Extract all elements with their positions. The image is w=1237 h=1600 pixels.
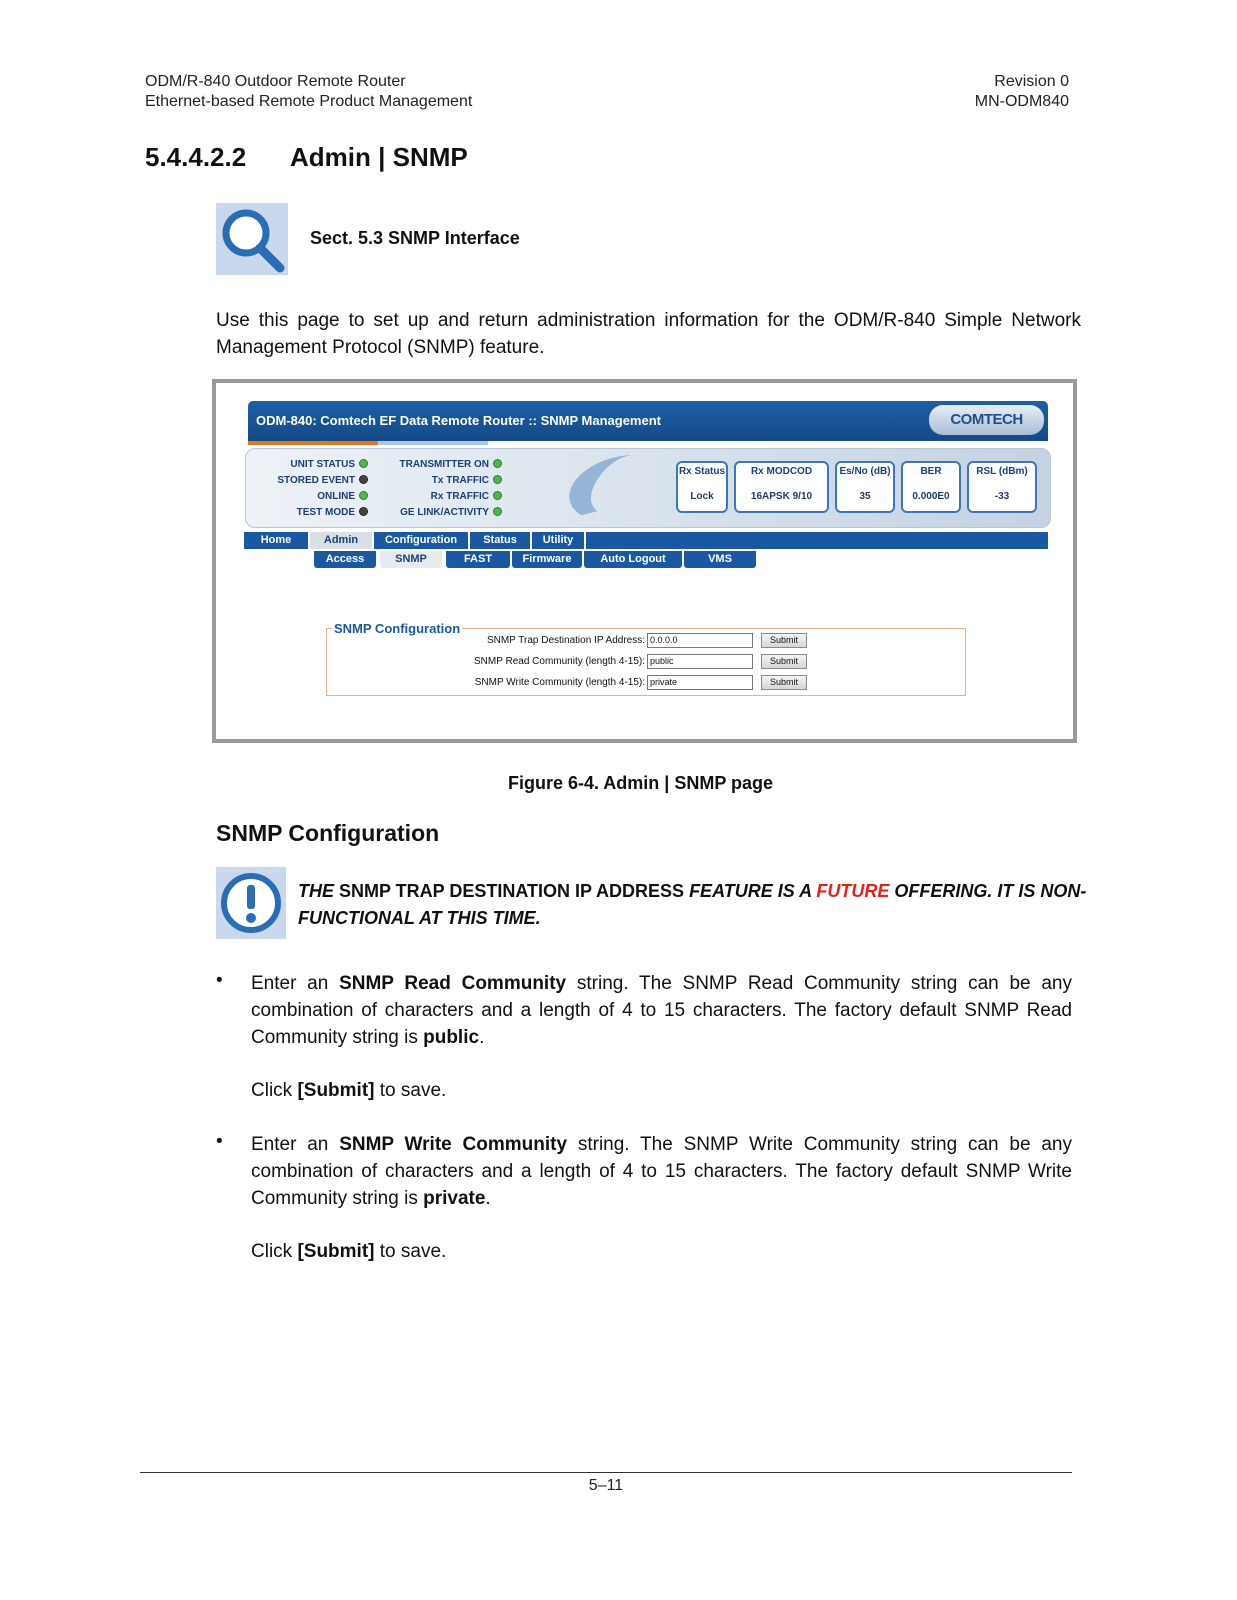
bullet-glyph: •	[216, 970, 223, 991]
section-heading	[145, 142, 468, 173]
subtab-vms[interactable]: VMS	[684, 551, 756, 568]
readout-esno: Es/No (dB) 35	[835, 461, 895, 513]
section-title: Admin | SNMP	[290, 142, 468, 172]
figure-screenshot	[212, 379, 1077, 743]
web-title: ODM-840: Comtech EF Data Remote Router :: SNMP Management	[256, 413, 661, 428]
intro-paragraph: Use this page to set up and return administration information for the ODM/R-840 Simple Network Management Protocol (SNMP) feature.	[216, 310, 1081, 358]
running-header-right	[975, 72, 1069, 112]
header-subject: Ethernet-based Remote Product Management	[145, 93, 473, 110]
comtech-logo: COMTECH	[929, 405, 1044, 435]
trap-submit-button[interactable]: Submit	[761, 633, 807, 648]
tab-admin[interactable]: Admin	[310, 532, 372, 549]
led-tx-traffic: Tx TRAFFIC	[376, 473, 502, 489]
led-online: ONLINE	[256, 489, 368, 505]
page-number: 5–11	[588, 1477, 624, 1494]
important-icon	[216, 867, 286, 939]
led-ge-link: GE LINK/ACTIVITY	[376, 505, 502, 521]
readout-rx-modcod: Rx MODCOD 16APSK 9/10	[734, 461, 829, 513]
header-revision: Revision 0	[994, 73, 1069, 90]
footer-rule	[140, 1472, 1072, 1473]
tab-utility[interactable]: Utility	[542, 534, 574, 546]
running-header-left	[145, 72, 472, 112]
bullet-write-community: Enter an SNMP Write Community string. The SNMP Write Community string can be any combination of characters and a length of 4 to 15 characters. The factory default SNMP Write Community string is private.	[251, 1134, 1072, 1209]
bullet-read-community: Enter an SNMP Read Community string. The SNMP Read Community string can be any combination of characters and a length of 4 to 15 characters. The factory default SNMP Read Community string is public.	[251, 973, 1072, 1048]
readout-ber: BER 0.000E0	[901, 461, 961, 513]
write-submit-button[interactable]: Submit	[761, 675, 807, 690]
subtab-access[interactable]: Access	[314, 551, 376, 568]
right-leds	[376, 457, 502, 521]
led-stored-event: STORED EVENT	[256, 473, 368, 489]
write-label: SNMP Write Community (length 4-15):	[474, 677, 645, 688]
readout-rx-status: Rx Status Lock	[676, 461, 728, 513]
read-community-input[interactable]: public	[647, 654, 753, 669]
subtab-snmp[interactable]: SNMP	[380, 551, 442, 568]
write-community-input[interactable]: private	[647, 675, 753, 690]
read-label: SNMP Read Community (length 4-15):	[474, 656, 645, 667]
bullet-glyph: •	[216, 1131, 223, 1152]
note-text: THE SNMP TRAP DESTINATION IP ADDRESS FEATURE IS A FUTURE OFFERING. IT IS NON-FUNCTIONAL AT THIS TIME.	[298, 881, 1087, 928]
magnifier-icon	[216, 203, 288, 275]
subtab-fast[interactable]: FAST	[446, 551, 510, 568]
led-unit-status: UNIT STATUS	[256, 457, 368, 473]
header-product: ODM/R-840 Outdoor Remote Router	[145, 73, 406, 90]
figure-caption: Figure 6-4. Admin | SNMP page	[507, 773, 774, 793]
status-panel	[245, 448, 1051, 528]
tab-configuration[interactable]: Configuration	[384, 534, 458, 546]
snmp-config-fieldset	[326, 621, 966, 696]
subtab-auto-logout[interactable]: Auto Logout	[584, 551, 682, 568]
led-transmitter-on: TRANSMITTER ON	[376, 457, 502, 473]
left-leds	[256, 457, 368, 521]
header-manual-number: MN-ODM840	[974, 93, 1069, 110]
led-test-mode: TEST MODE	[256, 505, 368, 521]
click-submit-read: Click [Submit] to save.	[251, 1080, 447, 1101]
fieldset-legend: SNMP Configuration	[334, 621, 461, 636]
subtab-firmware[interactable]: Firmware	[512, 551, 582, 568]
readout-rsl: RSL (dBm) -33	[967, 461, 1037, 513]
section-number: 5.4.4.2.2	[145, 142, 247, 172]
trap-label: SNMP Trap Destination IP Address:	[486, 635, 645, 646]
reference-link[interactable]: Sect. 5.3 SNMP Interface	[310, 228, 520, 248]
read-submit-button[interactable]: Submit	[761, 654, 807, 669]
led-rx-traffic: Rx TRAFFIC	[376, 489, 502, 505]
tab-status[interactable]: Status	[483, 534, 517, 546]
tab-home[interactable]: Home	[260, 534, 292, 546]
subheading: SNMP Configuration	[216, 820, 440, 846]
trap-ip-input[interactable]: 0.0.0.0	[647, 633, 753, 648]
web-title-bar	[248, 401, 1048, 441]
swoosh-graphic	[558, 455, 685, 521]
click-submit-write: Click [Submit] to save.	[251, 1241, 447, 1262]
